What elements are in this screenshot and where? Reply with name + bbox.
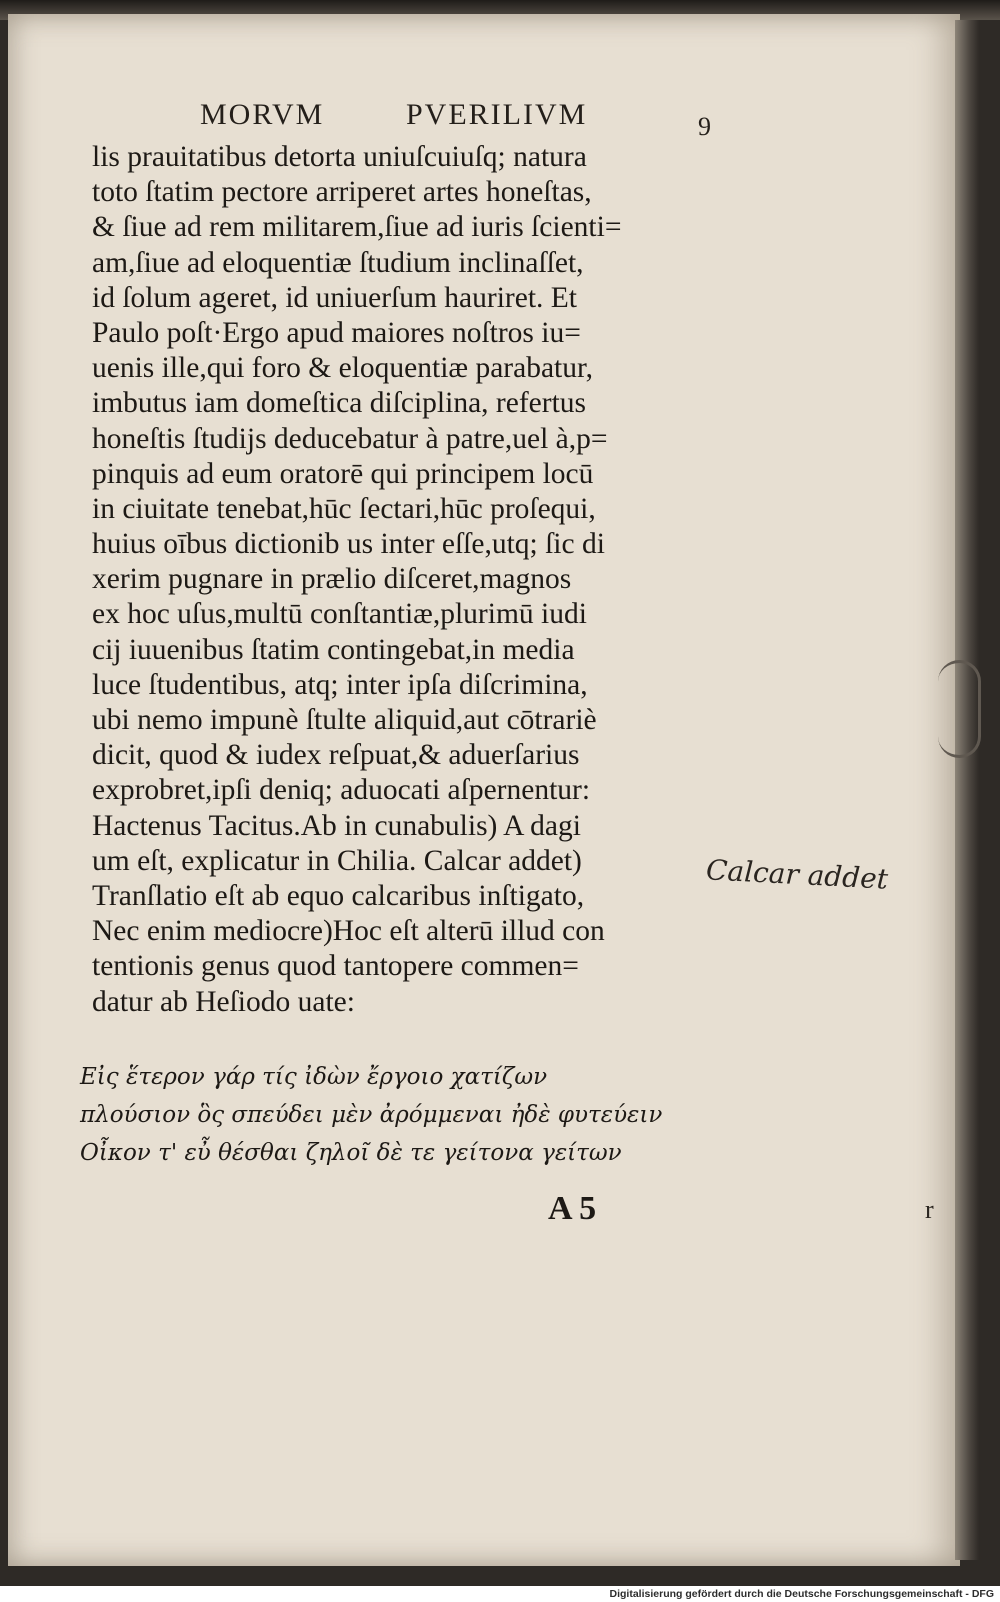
footer-bar: [0, 1586, 1000, 1602]
running-head-right: PVERILIVM: [406, 98, 588, 131]
text-line: & ſiue ad rem militarem,ſiue ad iuris ſcienti=: [92, 211, 622, 244]
text-line: dicit, quod & iudex reſpuat,& aduerſarius: [92, 739, 580, 772]
handwritten-margin-note: Calcar addet: [705, 853, 889, 896]
text-line: exprobret,ipſi deniq; aduocati aſpernentur:: [92, 774, 591, 807]
text-line: toto ſtatim pectore arriperet artes honeſtas,: [92, 176, 592, 209]
text-line: huius oībus dictionib us inter eſſe,utq; ſic di: [92, 528, 605, 561]
text-line: uenis ille,qui foro & eloquentiæ parabatur,: [92, 352, 594, 385]
text-line: honeſtis ſtudijs deducebatur à patre,uel à,p=: [92, 422, 608, 455]
text-line: ex hoc uſus,multū conſtantiæ,plurimū iudi: [92, 598, 587, 631]
text-line: Paulo poſt·Ergo apud maiores noſtros iu=: [92, 316, 581, 349]
text-line: pinquis ad eum oratorē qui principem locū: [92, 457, 594, 490]
text-line: tentionis genus quod tantopere commen=: [92, 950, 579, 983]
text-line: in ciuitate tenebat,hūc ſectari,hūc proſequi,: [92, 492, 596, 525]
page-clip: [938, 660, 981, 758]
folio-number: 9: [698, 112, 711, 141]
text-line: id ſolum ageret, id uniuerſum hauriret. Et: [92, 281, 577, 314]
text-line: Nec enim mediocre)Hoc eſt alterū illud con: [92, 915, 605, 948]
text-line: um eſt, explicatur in Chilia. Calcar addet): [92, 844, 582, 877]
greek-verse-line: Εἰς ἕτερον γάρ τίς ἰδὼν ἔργοιο χατίζων: [80, 1064, 548, 1090]
page-gutter-edge: [955, 20, 979, 1560]
footer-credit: Digitalisierung gefördert durch die Deutsche Forschungsgemeinschaft - DFG: [609, 1588, 994, 1600]
greek-verse-block: [80, 1058, 740, 1172]
greek-verse-line: Οἶκον τ' εὖ θέσθαι ζηλοῖ δὲ τε γείτονα γείτων: [80, 1140, 622, 1166]
text-line: Tranſlatio eſt ab equo calcaribus inſtigato,: [92, 879, 585, 912]
handwritten-margin-mark: r: [925, 1195, 934, 1224]
text-line: cij iuuenibus ſtatim contingebat,in media: [92, 633, 575, 666]
text-line: lis prauitatibus detorta uniuſcuiuſq; natura: [92, 141, 587, 173]
running-head: [200, 98, 720, 138]
text-line: xerim pugnare in prælio diſceret,magnos: [92, 563, 572, 596]
text-line: Hactenus Tacitus.Ab in cunabulis) A dagi: [92, 809, 581, 842]
text-line: am,ſiue ad eloquentiæ ſtudium inclinaſſet,: [92, 246, 584, 279]
greek-verse-line: πλούσιον ὃς σπεύδει μὲν ἀρόμμεναι ἠδὲ φυτεύειν: [80, 1102, 663, 1128]
signature-mark: A 5: [548, 1190, 597, 1227]
running-head-left: MORVM: [200, 98, 325, 131]
text-line: datur ab Heſiodo uate:: [92, 985, 355, 1018]
text-line: ubi nemo impunè ſtulte aliquid,aut cōtrariè: [92, 704, 597, 736]
text-line: imbutus iam domeſtica diſciplina, refertus: [92, 387, 586, 420]
latin-text-block: [92, 140, 732, 1020]
text-line: luce ſtudentibus, atq; inter ipſa diſcrimina,: [92, 668, 588, 701]
